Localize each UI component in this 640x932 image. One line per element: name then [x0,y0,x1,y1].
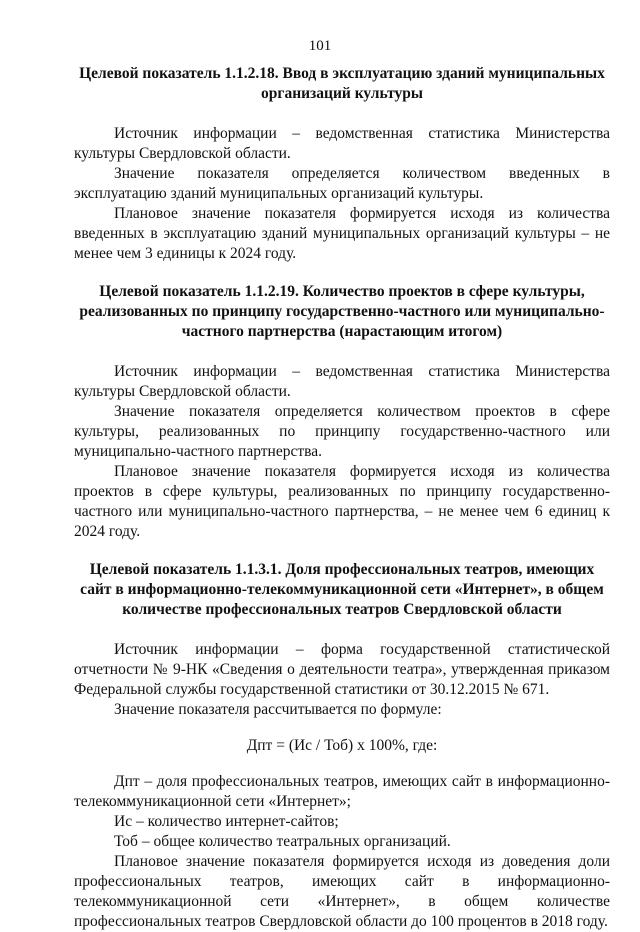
document-body [74,64,610,932]
page-number: 101 [308,38,332,54]
section-heading: Целевой показатель 1.1.3.1. Доля профессиональных театров, имеющих сайт в информационно-телекоммуникационной сети «Интернет», в общем количестве профессиональных театров Свердловской области [80,561,604,618]
section-heading: Целевой показатель 1.1.2.19. Количество проектов в сфере культуры, реализованных по принципу государственно-частного или муниципально-частного партнерства (нарастающим итогом) [79,283,605,340]
paragraph: Источник информации – ведомственная статистика Министерства культуры Свердловской области. [74,363,610,400]
paragraph: Ис – количество интернет-сайтов; [114,813,339,830]
paragraph: Источник информации – ведомственная статистика Министерства культуры Свердловской области. [74,125,610,162]
section-indicator-1-1-2-19 [74,282,610,542]
section-indicator-1-1-3-1 [74,560,610,932]
paragraph: Значение показателя определяется количеством введенных в эксплуатацию зданий муниципальных организаций культуры. [74,165,610,202]
paragraph: Значение показателя определяется количеством проектов в сфере культуры, реализованных по принципу государственно-частного или муниципально-частного партнерства. [74,403,610,460]
paragraph: Источник информации – форма государственной статистической отчетности № 9-НК «Сведения о деятельности театра», утвержденная приказом Федеральной службы государственной статистики от 30.12.2015 № 671. [74,641,610,698]
paragraph: Плановое значение показателя формируется исходя из доведения доли профессиональных театров, имеющих сайт в информационно-телекоммуникационной сети «Интернет», в общем количестве профессиональных театров Свердловской области до 100 процентов в 2018 году. [74,853,610,930]
paragraph: Дпт – доля профессиональных театров, имеющих сайт в информационно-телекоммуникационной сети «Интернет»; [74,773,610,810]
formula: Дпт = (Ис / Тоб) x 100%, где: [246,737,438,754]
paragraph: Значение показателя рассчитывается по формуле: [114,701,442,718]
section-heading: Целевой показатель 1.1.2.18. Ввод в эксплуатацию зданий муниципальных организаций культуры [79,65,605,102]
section-indicator-1-1-2-18 [74,64,610,264]
paragraph: Плановое значение показателя формируется исходя из количества проектов в сфере культуры, реализованных по принципу государственно-частного или муниципально-частного партнерства, – не менее чем 6 единиц к 2024 году. [74,463,610,540]
paragraph: Плановое значение показателя формируется исходя из количества введенных в эксплуатацию зданий муниципальных организаций культуры – не менее чем 3 единицы к 2024 году. [74,205,610,262]
paragraph: Тоб – общее количество театральных организаций. [114,833,451,850]
